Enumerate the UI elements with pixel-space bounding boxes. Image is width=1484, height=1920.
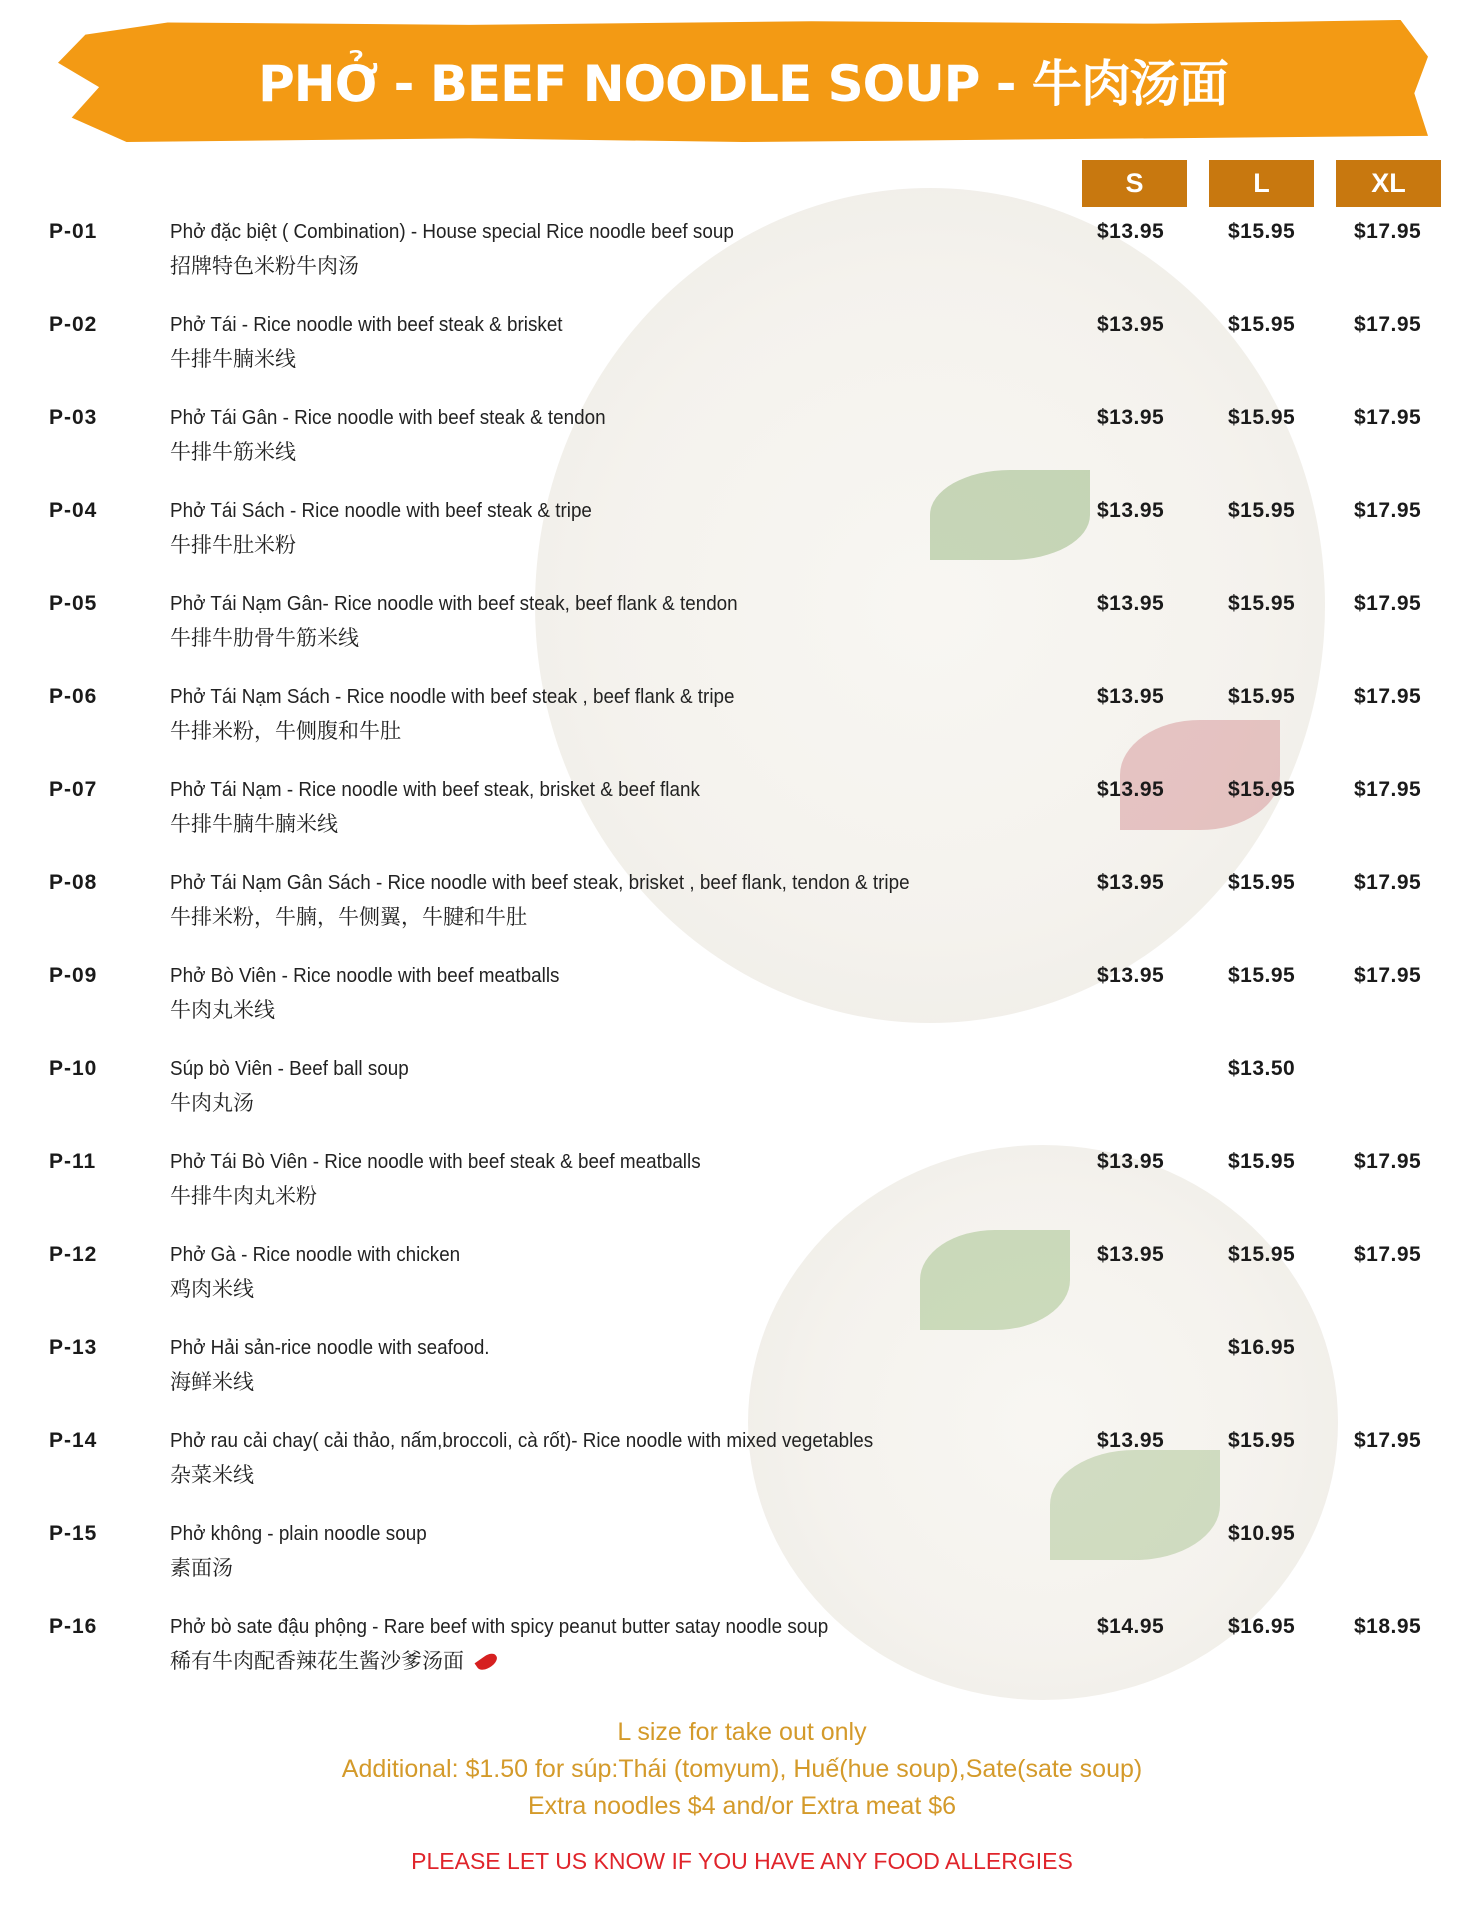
takeout-note: L size for take out only: [617, 1718, 867, 1746]
price-s: $13.95: [1097, 313, 1165, 336]
price-l: $15.95: [1228, 1243, 1296, 1266]
item-name: Phở Hải sản-rice noodle with seafood.: [170, 1336, 490, 1359]
menu-item: [0, 313, 1484, 393]
price-xl: $17.95: [1354, 220, 1422, 243]
extra-note: Extra noodles $4 and/or Extra meat $6: [527, 1792, 957, 1820]
price-l: $15.95: [1228, 592, 1296, 615]
price-s: $13.95: [1097, 778, 1165, 801]
price-xl: $17.95: [1354, 499, 1422, 522]
price-xl: $17.95: [1354, 871, 1422, 894]
item-code: P-07: [49, 778, 98, 801]
menu-item: [0, 1429, 1484, 1509]
item-chinese-name: [170, 1645, 498, 1675]
price-s: $13.95: [1097, 1429, 1165, 1452]
additional-note: Additional: $1.50 for súp:Thái (tomyum), Huế(hue soup),Sate(sate soup): [341, 1755, 1143, 1783]
menu-item: [0, 1057, 1484, 1137]
item-name: Phở rau cải chay( cải thảo, nấm,broccoli, cà rốt)- Rice noodle with mixed vegetables: [170, 1429, 874, 1452]
size-header-xl: XL: [1336, 160, 1441, 207]
item-name: Phở Bò Viên - Rice noodle with beef meatballs: [170, 964, 560, 987]
price-s: $13.95: [1097, 499, 1165, 522]
page-title: PHỞ - BEEF NOODLE SOUP - 牛肉汤面: [258, 55, 1228, 113]
price-xl: $17.95: [1354, 778, 1422, 801]
item-chinese-name: 海鲜米线: [170, 1371, 254, 1394]
price-l: $16.95: [1228, 1336, 1296, 1359]
price-l: $15.95: [1228, 1150, 1296, 1173]
size-header-l: L: [1209, 160, 1314, 207]
item-name: Phở Tái Sách - Rice noodle with beef steak & tripe: [170, 499, 592, 522]
price-s: $13.95: [1097, 592, 1165, 615]
menu-item: [0, 1150, 1484, 1230]
item-name: Phở Tái Nạm Gân- Rice noodle with beef steak, beef flank & tendon: [170, 592, 738, 615]
price-s: $13.95: [1097, 685, 1165, 708]
item-chinese-name: 牛排牛肋骨牛筋米线: [170, 627, 359, 650]
menu-item: [0, 406, 1484, 486]
item-chinese-name: 鸡肉米线: [170, 1278, 254, 1301]
price-l: $15.95: [1228, 406, 1296, 429]
item-code: P-16: [49, 1615, 98, 1638]
price-l: $15.95: [1228, 1429, 1296, 1452]
menu-item: [0, 1336, 1484, 1416]
item-name: Phở Tái Bò Viên - Rice noodle with beef steak & beef meatballs: [170, 1150, 701, 1173]
menu-item: [0, 220, 1484, 300]
price-l: $15.95: [1228, 778, 1296, 801]
price-xl: $17.95: [1354, 406, 1422, 429]
item-code: P-03: [49, 406, 98, 429]
item-chinese-name: 牛排牛腩米线: [170, 348, 296, 371]
item-chinese-name: 牛肉丸汤: [170, 1092, 254, 1115]
item-name: Phở Tái - Rice noodle with beef steak & brisket: [170, 313, 563, 336]
price-s: $13.95: [1097, 406, 1165, 429]
price-s: $14.95: [1097, 1615, 1165, 1638]
item-chinese-name: 牛排米粉，牛腩，牛侧翼，牛腱和牛肚: [170, 906, 527, 929]
item-name: Phở Tái Nạm Gân Sách - Rice noodle with beef steak, brisket , beef flank, tendon & tripe: [170, 871, 910, 894]
item-name: Phở Tái Gân - Rice noodle with beef steak & tendon: [170, 406, 606, 429]
item-name: Phở đặc biệt ( Combination) - House special Rice noodle beef soup: [170, 220, 734, 243]
price-xl: $18.95: [1354, 1615, 1422, 1638]
item-chinese-name-text: 稀有牛肉配香辣花生酱沙爹汤面: [170, 1650, 464, 1673]
price-xl: $17.95: [1354, 964, 1422, 987]
item-code: P-11: [49, 1150, 97, 1173]
item-chinese-name: 牛排牛腩牛腩米线: [170, 813, 338, 836]
item-chinese-name: 招牌特色米粉牛肉汤: [170, 255, 359, 278]
price-xl: $17.95: [1354, 592, 1422, 615]
menu-item: [0, 1243, 1484, 1323]
item-chinese-name: 牛排牛筋米线: [170, 441, 296, 464]
item-code: P-09: [49, 964, 98, 987]
item-code: P-15: [49, 1522, 98, 1545]
item-name: Phở Gà - Rice noodle with chicken: [170, 1243, 461, 1266]
price-l: $15.95: [1228, 964, 1296, 987]
menu-item: [0, 964, 1484, 1044]
menu-item: [0, 499, 1484, 579]
price-l: $16.95: [1228, 1615, 1296, 1638]
price-l: $15.95: [1228, 220, 1296, 243]
price-l: $15.95: [1228, 313, 1296, 336]
menu-item: [0, 1522, 1484, 1602]
menu-item: [0, 1615, 1484, 1695]
price-xl: $17.95: [1354, 1243, 1422, 1266]
price-s: $13.95: [1097, 871, 1165, 894]
item-name: Phở không - plain noodle soup: [170, 1522, 427, 1545]
item-code: P-05: [49, 592, 98, 615]
chili-icon: [475, 1651, 500, 1673]
item-chinese-name: 牛肉丸米线: [170, 999, 275, 1022]
menu-item: [0, 778, 1484, 858]
item-chinese-name: 杂菜米线: [170, 1464, 254, 1487]
price-xl: $17.95: [1354, 685, 1422, 708]
menu-item: [0, 871, 1484, 951]
item-name: Phở bò sate đậu phộng - Rare beef with spicy peanut butter satay noodle soup: [170, 1615, 829, 1638]
price-s: $13.95: [1097, 1150, 1165, 1173]
menu-item: [0, 592, 1484, 672]
price-s: $13.95: [1097, 220, 1165, 243]
price-xl: $17.95: [1354, 313, 1422, 336]
item-code: P-08: [49, 871, 98, 894]
item-code: P-13: [49, 1336, 98, 1359]
item-code: P-14: [49, 1429, 98, 1452]
price-l: $13.50: [1228, 1057, 1296, 1080]
item-code: P-12: [49, 1243, 98, 1266]
item-name: Phở Tái Nạm - Rice noodle with beef steak, brisket & beef flank: [170, 778, 700, 801]
price-s: $13.95: [1097, 964, 1165, 987]
item-chinese-name: 牛排牛肚米粉: [170, 534, 296, 557]
allergy-warning: PLEASE LET US KNOW IF YOU HAVE ANY FOOD ALLERGIES: [411, 1848, 1073, 1874]
menu-item: [0, 685, 1484, 765]
item-name: Súp bò Viên - Beef ball soup: [170, 1057, 409, 1080]
size-header-s: S: [1082, 160, 1187, 207]
item-code: P-10: [49, 1057, 98, 1080]
item-code: P-06: [49, 685, 98, 708]
item-code: P-02: [49, 313, 98, 336]
price-l: $10.95: [1228, 1522, 1296, 1545]
item-chinese-name: 素面汤: [170, 1557, 233, 1580]
price-xl: $17.95: [1354, 1429, 1422, 1452]
item-chinese-name: 牛排米粉，牛侧腹和牛肚: [170, 720, 401, 743]
price-xl: $17.95: [1354, 1150, 1422, 1173]
price-l: $15.95: [1228, 871, 1296, 894]
item-code: P-01: [49, 220, 98, 243]
item-code: P-04: [49, 499, 98, 522]
price-l: $15.95: [1228, 499, 1296, 522]
price-s: $13.95: [1097, 1243, 1165, 1266]
item-chinese-name: 牛排牛肉丸米粉: [170, 1185, 317, 1208]
price-l: $15.95: [1228, 685, 1296, 708]
item-name: Phở Tái Nạm Sách - Rice noodle with beef steak , beef flank & tripe: [170, 685, 735, 708]
